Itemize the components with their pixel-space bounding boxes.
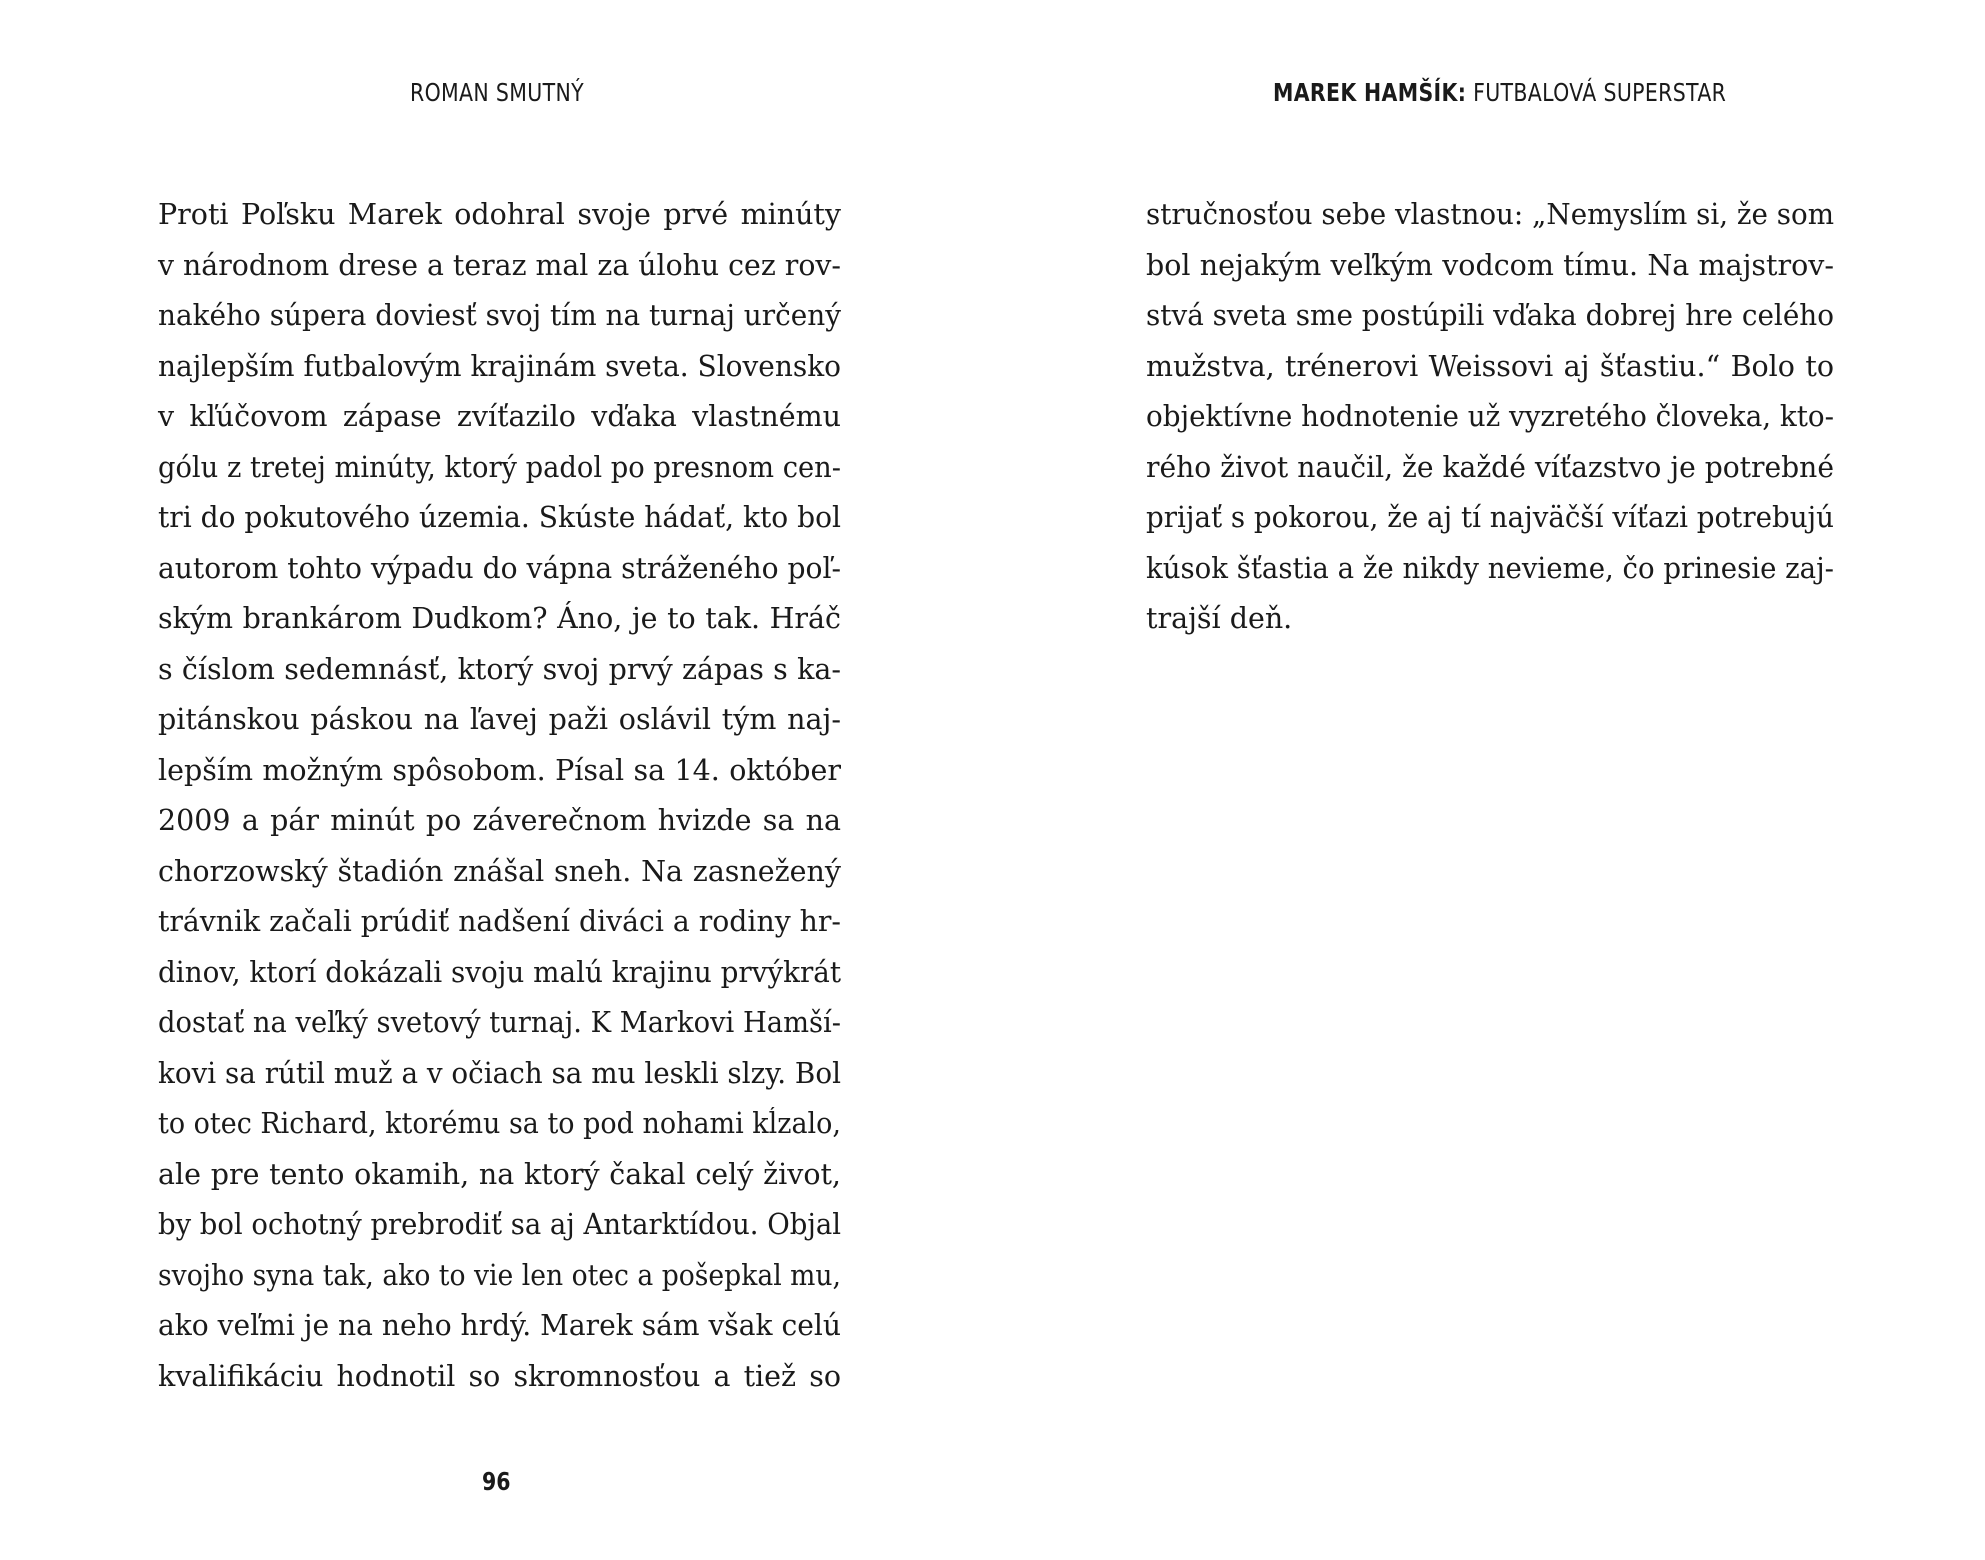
text-line: to otec Richard, ktorému sa to pod nohami kĺzalo, xyxy=(158,1107,841,1140)
running-head-title xyxy=(1273,78,1726,107)
text-line: s číslom sedemnásť, ktorý svoj prvý zápas s ka- xyxy=(158,652,841,686)
text-line: v kľúčovom zápase zvíťazilo vďaka vlastnému xyxy=(158,400,841,433)
left-page xyxy=(0,0,992,1560)
text-line: by bol ochotný prebrodiť sa aj Antarktídou. Objal xyxy=(158,1208,841,1241)
text-line: lepším možným spôsobom. Písal sa 14. október xyxy=(158,753,841,787)
text-line: v národnom drese a teraz mal za úlohu cez rov- xyxy=(158,248,841,282)
text-line: 2009 a pár minút po záverečnom hvizde sa na xyxy=(158,804,841,837)
text-line: chorzowský štadión znášal sneh. Na zasnežený xyxy=(158,854,841,888)
text-line: trajší deň. xyxy=(1146,602,1293,635)
text-line: ským brankárom Dudkom? Áno, je to tak. Hráč xyxy=(158,602,841,635)
left-body-text xyxy=(158,190,841,1402)
text-line: svojho syna tak, ako to vie len otec a pošepkal mu, xyxy=(158,1258,841,1292)
text-line: kúsok šťastia a že nikdy nevieme, čo prinesie zaj- xyxy=(1146,551,1834,585)
right-page xyxy=(993,0,1985,1560)
text-line: nakého súpera doviesť svoj tím na turnaj určený xyxy=(158,299,841,332)
text-line: tri do pokutového územia. Skúste hádať, kto bol xyxy=(158,501,841,534)
right-body-text xyxy=(1146,190,1834,645)
text-line: gólu z tretej minúty, ktorý padol po presnom cen- xyxy=(158,450,841,484)
text-line: ako veľmi je na neho hrdý. Marek sám však celú xyxy=(158,1309,841,1342)
running-head-title-bold: MAREK HAMŠÍK: xyxy=(1273,78,1467,107)
text-line: bol nejakým veľkým vodcom tímu. Na majstrov- xyxy=(1146,248,1834,282)
text-line: objektívne hodnotenie už vyzretého človeka, kto- xyxy=(1146,400,1834,433)
text-line: Proti Poľsku Marek odohral svoje prvé minúty xyxy=(158,198,841,231)
text-line: rého život naučil, že každé víťazstvo je potrebné xyxy=(1146,450,1834,484)
text-line: prijať s pokorou, že aj tí najväčší víťazi potrebujú xyxy=(1146,501,1834,534)
text-line: pitánskou páskou na ľavej paži oslávil tým naj- xyxy=(158,703,841,736)
text-line: kovi sa rútil muž a v očiach sa mu leskli slzy. Bol xyxy=(158,1056,841,1090)
text-line: dostať na veľký svetový turnaj. K Markovi Hamší- xyxy=(158,1006,841,1039)
text-line: ale pre tento okamih, na ktorý čakal celý život, xyxy=(158,1157,841,1191)
running-head-author: ROMAN SMUTNÝ xyxy=(410,78,584,107)
text-line: najlepším futbalovým krajinám sveta. Slovensko xyxy=(158,349,841,383)
text-line: autorom tohto výpadu do vápna stráženého poľ- xyxy=(158,551,841,585)
text-line: kvalifikáciu hodnotil so skromnosťou a tiež so xyxy=(158,1359,841,1393)
page-number: 96 xyxy=(482,1467,511,1496)
text-line: dinov, ktorí dokázali svoju malú krajinu prvýkrát xyxy=(158,955,841,989)
text-line: mužstva, trénerovi Weissovi aj šťastiu.“ Bolo to xyxy=(1146,349,1834,383)
text-line: stvá sveta sme postúpili vďaka dobrej hre celého xyxy=(1146,299,1834,332)
text-line: stručnosťou sebe vlastnou: „Nemyslím si, že som xyxy=(1146,198,1834,231)
running-head-title-rest: FUTBALOVÁ SUPERSTAR xyxy=(1466,78,1727,107)
text-line: trávnik začali prúdiť nadšení diváci a rodiny hr- xyxy=(158,905,841,938)
